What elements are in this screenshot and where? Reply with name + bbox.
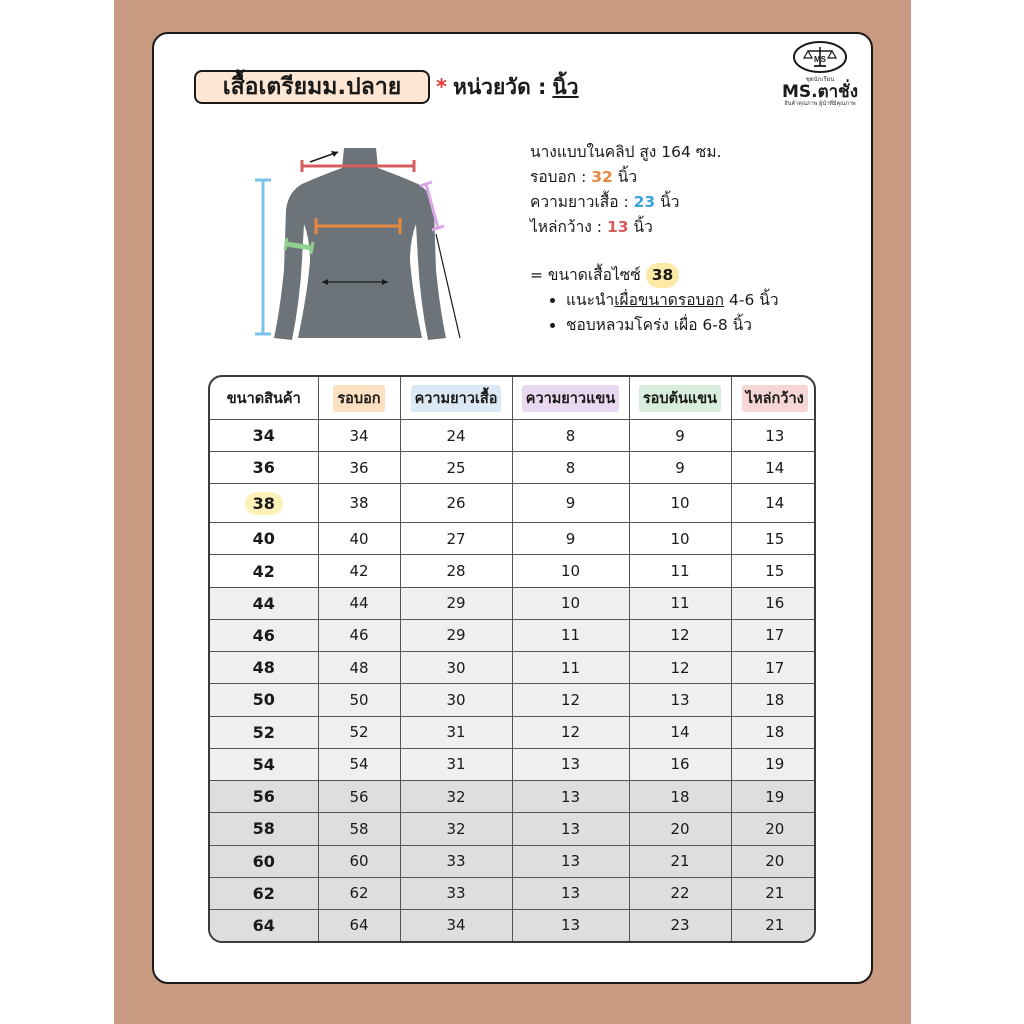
table-row [210, 484, 816, 523]
cell-length: 28 [400, 555, 512, 587]
cell-size: 46 [210, 619, 318, 651]
model-size: = ขนาดเสื้อไซซ์ 38 [530, 263, 850, 288]
cell-bust: 52 [318, 716, 400, 748]
cell-length: 31 [400, 716, 512, 748]
cell-size: 56 [210, 781, 318, 813]
cell-shoulder: 18 [731, 684, 816, 716]
model-size-value: 38 [646, 263, 680, 288]
table-header-cell: ขนาดสินค้า [210, 377, 318, 420]
cell-sleeve: 13 [512, 781, 629, 813]
cell-bust: 38 [318, 484, 400, 523]
model-length-value: 23 [633, 193, 656, 211]
page-title [194, 70, 430, 104]
table-header-row [210, 377, 816, 420]
unit-label [436, 72, 579, 102]
cell-arm: 13 [629, 684, 731, 716]
model-bust-value: 32 [591, 168, 613, 186]
fit-tips [530, 288, 850, 338]
measurement-figure [250, 140, 470, 344]
cell-shoulder: 21 [731, 877, 816, 909]
cell-shoulder: 15 [731, 523, 816, 555]
cell-arm: 10 [629, 484, 731, 523]
cell-size: 42 [210, 555, 318, 587]
cell-bust: 54 [318, 748, 400, 780]
table-row [210, 684, 816, 716]
cell-length: 24 [400, 420, 512, 452]
cell-arm: 11 [629, 587, 731, 619]
cell-arm: 11 [629, 555, 731, 587]
model-height: นางแบบในคลิป สูง 164 ซม. [530, 143, 722, 161]
cell-arm: 14 [629, 716, 731, 748]
cell-size: 40 [210, 523, 318, 555]
cell-sleeve: 13 [512, 909, 629, 941]
cell-shoulder: 20 [731, 813, 816, 845]
cell-bust: 40 [318, 523, 400, 555]
cell-sleeve: 11 [512, 619, 629, 651]
table-row [210, 652, 816, 684]
cell-arm: 22 [629, 877, 731, 909]
cell-length: 27 [400, 523, 512, 555]
size-table [208, 375, 816, 943]
cell-shoulder: 17 [731, 652, 816, 684]
cell-size: 44 [210, 587, 318, 619]
cell-shoulder: 13 [731, 420, 816, 452]
cell-bust: 64 [318, 909, 400, 941]
cell-size: 50 [210, 684, 318, 716]
table-row [210, 587, 816, 619]
table-row [210, 813, 816, 845]
cell-size: 38 [210, 484, 318, 523]
cell-arm: 10 [629, 523, 731, 555]
cell-bust: 36 [318, 452, 400, 484]
cell-size: 48 [210, 652, 318, 684]
cell-sleeve: 12 [512, 684, 629, 716]
page-title-text: เสื้อเตรียมม.ปลาย [222, 74, 402, 100]
cell-arm: 20 [629, 813, 731, 845]
table-row [210, 523, 816, 555]
cell-bust: 44 [318, 587, 400, 619]
cell-size: 34 [210, 420, 318, 452]
cell-shoulder: 19 [731, 781, 816, 813]
cell-size: 58 [210, 813, 318, 845]
model-shoulder-value: 13 [606, 218, 629, 236]
table-row [210, 619, 816, 651]
cell-length: 29 [400, 587, 512, 619]
fit-tip-1: • แนะนำเผื่อขนาดรอบอก 4-6 นิ้ว [566, 288, 850, 313]
model-bust: รอบอก : 32 นิ้ว [530, 168, 638, 186]
cell-sleeve: 13 [512, 877, 629, 909]
cell-sleeve: 13 [512, 748, 629, 780]
cell-shoulder: 15 [731, 555, 816, 587]
scale-logo-icon [792, 40, 848, 74]
cell-bust: 50 [318, 684, 400, 716]
cell-shoulder: 14 [731, 484, 816, 523]
cell-size: 52 [210, 716, 318, 748]
cell-arm: 12 [629, 652, 731, 684]
fit-tip-2: • ชอบหลวมโคร่ง เผื่อ 6-8 นิ้ว [566, 313, 850, 338]
cell-bust: 62 [318, 877, 400, 909]
logo-brand: MS.ตาชั่ง [781, 82, 859, 102]
cell-length: 32 [400, 781, 512, 813]
table-header-cell: รอบต้นแขน [629, 377, 731, 420]
cell-bust: 56 [318, 781, 400, 813]
cell-shoulder: 18 [731, 716, 816, 748]
cell-length: 30 [400, 684, 512, 716]
table-body [210, 420, 816, 942]
cell-length: 31 [400, 748, 512, 780]
cell-shoulder: 20 [731, 845, 816, 877]
cell-shoulder: 21 [731, 909, 816, 941]
cell-length: 29 [400, 619, 512, 651]
table-header-cell: ความยาวแขน [512, 377, 629, 420]
table-row [210, 716, 816, 748]
cell-sleeve: 9 [512, 523, 629, 555]
cell-length: 32 [400, 813, 512, 845]
cell-arm: 12 [629, 619, 731, 651]
cell-length: 25 [400, 452, 512, 484]
cell-arm: 16 [629, 748, 731, 780]
cell-bust: 48 [318, 652, 400, 684]
model-length: ความยาวเสื้อ : 23 นิ้ว [530, 193, 680, 211]
table-row [210, 555, 816, 587]
cell-sleeve: 11 [512, 652, 629, 684]
table-header-cell: ไหล่กว้าง [731, 377, 816, 420]
logo-top-text: ชุดนักเรียน [805, 76, 835, 83]
cell-size: 60 [210, 845, 318, 877]
cell-size: 36 [210, 452, 318, 484]
unit-value: นิ้ว [552, 74, 579, 99]
cell-arm: 21 [629, 845, 731, 877]
table-row [210, 452, 816, 484]
table-header-cell: ความยาวเสื้อ [400, 377, 512, 420]
cell-bust: 58 [318, 813, 400, 845]
cell-bust: 34 [318, 420, 400, 452]
table-row [210, 420, 816, 452]
table-row [210, 748, 816, 780]
model-info [530, 140, 850, 338]
cell-shoulder: 17 [731, 619, 816, 651]
cell-shoulder: 14 [731, 452, 816, 484]
cell-arm: 9 [629, 420, 731, 452]
cell-shoulder: 16 [731, 587, 816, 619]
cell-shoulder: 19 [731, 748, 816, 780]
cell-arm: 9 [629, 452, 731, 484]
table-row [210, 909, 816, 941]
cell-bust: 60 [318, 845, 400, 877]
cell-arm: 18 [629, 781, 731, 813]
cell-length: 26 [400, 484, 512, 523]
cell-sleeve: 9 [512, 484, 629, 523]
cell-length: 33 [400, 877, 512, 909]
cell-length: 30 [400, 652, 512, 684]
cell-bust: 42 [318, 555, 400, 587]
cell-length: 34 [400, 909, 512, 941]
cell-sleeve: 8 [512, 420, 629, 452]
cell-sleeve: 13 [512, 813, 629, 845]
table-row [210, 845, 816, 877]
cell-bust: 46 [318, 619, 400, 651]
table-row [210, 781, 816, 813]
unit-caption: หน่วยวัด : [452, 74, 547, 99]
cell-sleeve: 13 [512, 845, 629, 877]
model-shoulder: ไหล่กว้าง : 13 นิ้ว [530, 218, 653, 236]
cell-size: 64 [210, 909, 318, 941]
asterisk: * [436, 75, 447, 99]
cell-arm: 23 [629, 909, 731, 941]
cell-sleeve: 8 [512, 452, 629, 484]
cell-sleeve: 10 [512, 555, 629, 587]
cell-sleeve: 12 [512, 716, 629, 748]
table-row [210, 877, 816, 909]
logo-tagline: สินค้าคุณภาพ ผู้นำที่มีคุณภาพ [784, 101, 856, 107]
cell-length: 33 [400, 845, 512, 877]
table-header-cell: รอบอก [318, 377, 400, 420]
cell-size: 62 [210, 877, 318, 909]
logo-mark-text: MS [814, 55, 826, 64]
brand-logo [772, 40, 868, 120]
cell-size: 54 [210, 748, 318, 780]
cell-sleeve: 10 [512, 587, 629, 619]
